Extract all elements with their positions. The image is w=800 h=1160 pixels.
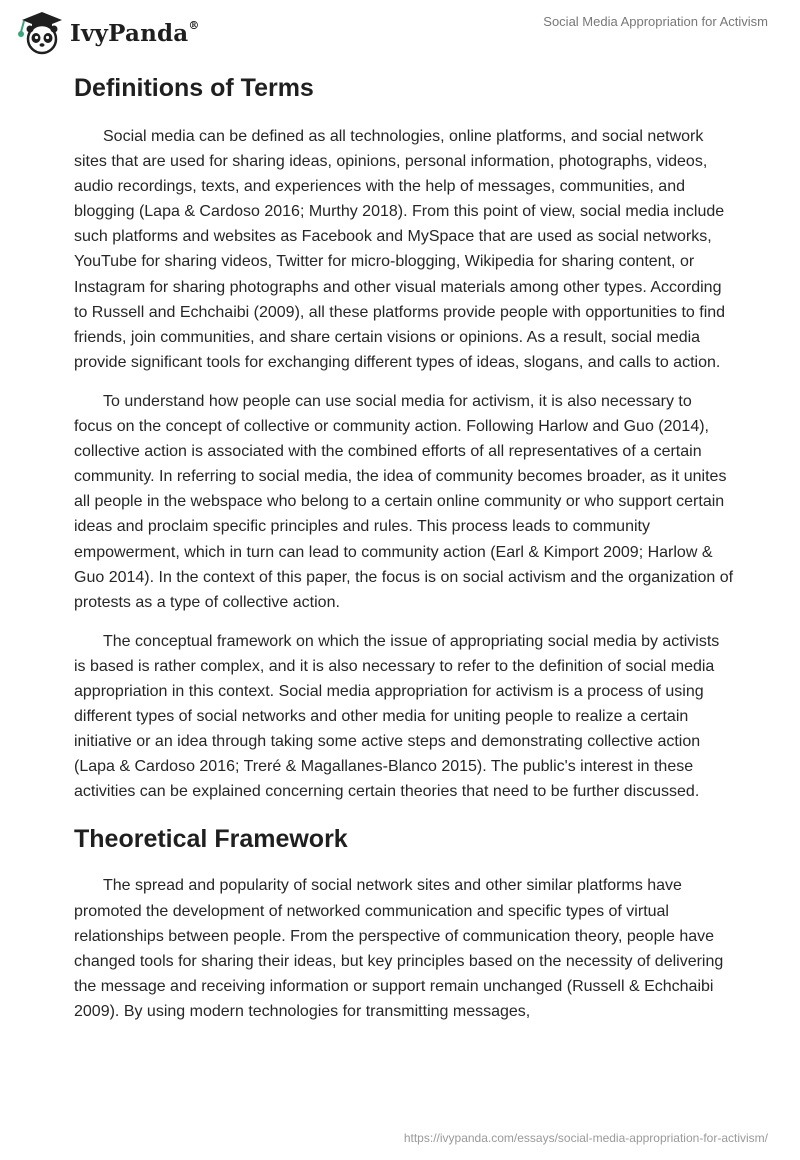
paragraph: The conceptual framework on which the issue of appropriating social media by activists is based is rather complex, and it is also necessary to refer to the definition of social media appropriation in this context. Social media appropriation for activism is a process of using different types of social networks and other media for uniting people to realize a certain initiative or an idea through taking some active steps and demonstrating collective action (Lapa & Cardoso 2016; Treré & Magallanes-Blanco 2015). The public's interest in these activities can be explained concerning certain theories that need to be further discussed. bbox=[74, 632, 720, 801]
paragraph: To understand how people can use social media for activism, it is also necessary to focus on the concept of collective or community action. Following Harlow and Guo (2014), collective action is associated with the combined efforts of all representatives of a certain community. In referring to social media, the idea of community becomes broader, as it unites all people in the webspace who belong to a certain online community or who support certain ideas and proclaim specific principles and rules. This process leads to community empowerment, which in turn can lead to community action (Earl & Kimport 2009; Harlow & Guo 2014). In the context of this paper, the focus is on social activism and the organization of protests as a type of collective action. bbox=[74, 392, 734, 611]
paragraph: The spread and popularity of social network sites and other similar platforms have promoted the development of networked communication and specific types of virtual relationships between people. From the perspective of communication theory, people have changed tools for sharing their ideas, but key principles based on the necessity of delivering the message and receiving information or support remain unchanged (Russell & Echchaibi 2009). By using modern technologies for transmitting messages, bbox=[74, 877, 724, 1020]
registered-mark: ® bbox=[188, 18, 200, 32]
section-heading-definitions: Definitions of Terms bbox=[74, 74, 314, 102]
paragraph: Social media can be defined as all technologies, online platforms, and social network sites that are used for sharing ideas, opinions, personal information, photographs, videos, audio recordings, texts, and experiences with the help of messages, communities, and blogging (Lapa & Cardoso 2016; Murthy 2018). From this point of view, social media include such platforms and websites as Facebook and MySpace that are used as social networks, YouTube for sharing videos, Twitter for micro-blogging, Wikipedia for sharing content, or Instagram for sharing photographs and other visual materials among other types. According to Russell and Echchaibi (2009), all these platforms provide people with opportunities to find friends, join communities, and share certain visions or opinions. As a result, social media provide significant tools for exchanging different types of ideas, slogans, and calls to action. bbox=[74, 128, 726, 371]
essay-body bbox=[74, 71, 734, 1024]
brand-logo[interactable] bbox=[12, 8, 200, 56]
source-url-link[interactable]: https://ivypanda.com/essays/social-media-appropriation-for-activism/ bbox=[403, 1131, 768, 1145]
document-title: Social Media Appropriation for Activism bbox=[543, 14, 768, 29]
section-heading-theoretical-framework: Theoretical Framework bbox=[74, 825, 348, 854]
page-header bbox=[0, 0, 800, 60]
panda-graduation-cap-icon bbox=[12, 8, 64, 56]
brand-name: IvyPanda® bbox=[70, 18, 200, 47]
